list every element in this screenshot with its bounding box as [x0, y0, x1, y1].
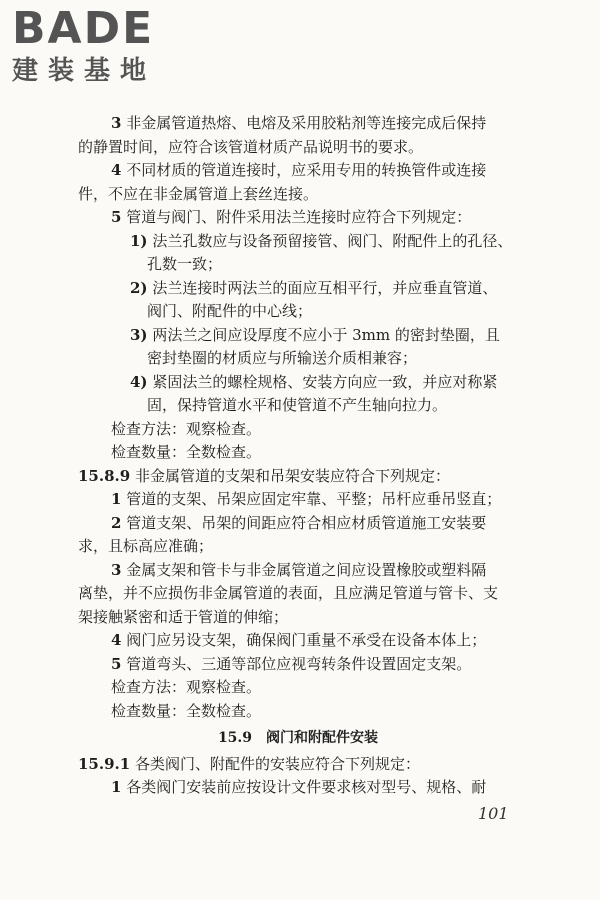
line-text: 紧固法兰的螺栓规格、安装方向应一致，并应对称紧: [152, 372, 498, 391]
clause-number: 3: [111, 114, 122, 132]
text-line: [78, 394, 518, 418]
clause-number: 15.9: [217, 730, 253, 746]
clause-number: 1: [111, 778, 122, 796]
text-line: [78, 629, 518, 653]
line-text: 各类阀门安装前应按设计文件要求核对型号、规格、耐: [126, 778, 487, 796]
clause-number: 2: [111, 513, 122, 532]
clause-number: 4): [130, 372, 148, 391]
text-line: [78, 136, 518, 160]
text-line: [78, 347, 518, 371]
bade-logo: [12, 4, 182, 86]
text-line: [78, 582, 518, 606]
line-text: 各类阀门、附配件的安装应符合下列规定：: [134, 754, 420, 773]
document-body: [78, 112, 518, 800]
line-text: 管道支架、吊架的间距应符合相应材质管道施工安装要: [126, 513, 487, 532]
line-text: 检查数量：全数检查。: [111, 443, 262, 461]
text-line: [78, 753, 518, 777]
text-line: [78, 183, 518, 207]
text-line: [78, 700, 518, 724]
clause-number: 4: [111, 631, 122, 649]
text-line: [78, 606, 518, 630]
line-text: 固，保持管道水平和使管道不产生轴向拉力。: [147, 396, 448, 414]
clause-number: 2): [130, 278, 148, 297]
line-text: 件，不应在非金属管道上套丝连接。: [78, 184, 319, 203]
text-line: [78, 776, 518, 800]
line-text: 离垫，并不应损伤非金属管道的表面，且应满足管道与管卡、支: [78, 584, 499, 602]
line-text: 管道的支架、吊架应固定牢靠、平整；吊杆应垂吊竖直；: [126, 490, 502, 508]
text-line: [78, 488, 518, 512]
text-line: [78, 559, 518, 583]
line-text: 两法兰之间应设厚度不应小于 3mm 的密封垫圈，且: [152, 325, 500, 344]
line-text: 管道与阀门、附件采用法兰连接时应符合下列规定：: [126, 208, 472, 226]
line-text: 金属支架和管卡与非金属管道之间应设置橡胶或塑料隔: [126, 560, 487, 579]
line-text: 不同材质的管道连接时，应采用专用的转换管件或连接: [126, 161, 487, 179]
line-text: 的静置时间，应符合该管道材质产品说明书的要求。: [78, 137, 424, 156]
clause-number: 3: [111, 560, 122, 579]
clause-number: 1: [111, 490, 122, 508]
text-line: [78, 206, 518, 230]
line-text: 孔数一致；: [147, 255, 223, 273]
clause-number: 15.9.1: [78, 754, 131, 773]
text-line: [78, 112, 518, 136]
clause-number: 1): [130, 231, 148, 250]
line-text: 检查数量：全数检查。: [111, 701, 262, 720]
line-text: 检查方法：观察检查。: [111, 419, 262, 438]
clause-number: 15.8.9: [78, 466, 131, 485]
logo-brand-text: BADE: [12, 3, 155, 54]
line-text: 密封垫圈的材质应与所输送介质相兼容；: [147, 349, 418, 367]
text-line: [78, 418, 518, 442]
line-text: 阀门、附配件的中心线；: [147, 302, 313, 320]
line-text: 非金属管道的支架和吊架安装应符合下列规定：: [134, 466, 450, 485]
line-text: 阀门和附配件安装: [266, 730, 379, 746]
line-text: 检查方法：观察检查。: [111, 678, 262, 696]
logo-subtitle-text: 建装基地: [12, 56, 157, 86]
text-line: [78, 465, 518, 489]
line-text: 求，且标高应准确；: [78, 537, 214, 555]
text-line: [78, 371, 518, 395]
line-text: 管道弯头、三通等部位应视弯转条件设置固定支架。: [126, 654, 472, 673]
clause-number: 4: [111, 161, 122, 179]
text-line: [78, 253, 518, 277]
page-number: 101: [478, 804, 509, 823]
text-line: [78, 676, 518, 700]
line-text: 非金属管道热熔、电熔及采用胶粘剂等连接完成后保持: [126, 114, 487, 132]
line-text: 法兰孔数应与设备预留接管、阀门、附配件上的孔径、: [152, 231, 513, 250]
text-line: [78, 277, 518, 301]
text-line: [78, 159, 518, 183]
clause-number: 3): [130, 325, 148, 344]
text-line: [78, 512, 518, 536]
text-line: [78, 300, 518, 324]
text-line: [78, 535, 518, 559]
line-text: 阀门应另设支架，确保阀门重量不承受在设备本体上；: [126, 631, 487, 649]
text-line: [78, 324, 518, 348]
text-line: [78, 653, 518, 677]
section-heading: [78, 727, 518, 751]
text-line: [78, 441, 518, 465]
line-text: 法兰连接时两法兰的面应互相平行，并应垂直管道、: [152, 278, 498, 297]
text-line: [78, 230, 518, 254]
line-text: 架接触紧密和适于管道的伸缩；: [78, 607, 289, 626]
clause-number: 5: [111, 654, 122, 673]
clause-number: 5: [111, 208, 122, 226]
